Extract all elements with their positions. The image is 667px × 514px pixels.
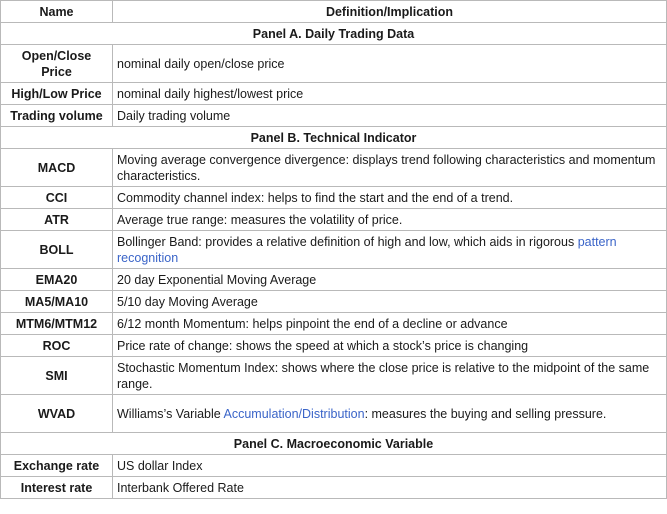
row-definition (113, 395, 667, 433)
definition-text: Williams’s Variable (117, 406, 224, 421)
table-row (1, 269, 667, 291)
table-row (1, 357, 667, 395)
accumulation-distribution-link[interactable]: Accumulation/Distribution (223, 406, 365, 421)
row-definition: Stochastic Momentum Index: shows where the close price is relative to the midpoint of the same range. (113, 357, 667, 395)
table-row (1, 395, 667, 433)
panel-b-title-row (1, 127, 667, 149)
table-row (1, 335, 667, 357)
row-name: MTM6/MTM12 (1, 313, 113, 335)
row-name: BOLL (1, 231, 113, 269)
row-definition: Average true range: measures the volatility of price. (113, 209, 667, 231)
row-definition: 6/12 month Momentum: helps pinpoint the end of a decline or advance (113, 313, 667, 335)
row-name: CCI (1, 187, 113, 209)
row-name: Trading volume (1, 105, 113, 127)
row-definition: Price rate of change: shows the speed at which a stock’s price is changing (113, 335, 667, 357)
row-definition: Daily trading volume (113, 105, 667, 127)
row-name: EMA20 (1, 269, 113, 291)
header-definition: Definition/Implication (113, 1, 667, 23)
panel-a-title: Panel A. Daily Trading Data (1, 23, 667, 45)
row-name: SMI (1, 357, 113, 395)
row-name: Exchange rate (1, 455, 113, 477)
row-name: Open/Close Price (1, 45, 113, 83)
row-definition: 20 day Exponential Moving Average (113, 269, 667, 291)
row-name: ATR (1, 209, 113, 231)
row-definition: Commodity channel index: helps to find the start and the end of a trend. (113, 187, 667, 209)
row-definition: nominal daily open/close price (113, 45, 667, 83)
table-row (1, 477, 667, 499)
panel-c-title-row (1, 433, 667, 455)
panel-b-title: Panel B. Technical Indicator (1, 127, 667, 149)
row-definition (113, 231, 667, 269)
table-row (1, 45, 667, 83)
table-row (1, 187, 667, 209)
row-name: High/Low Price (1, 83, 113, 105)
definition-text: : measures the buying and selling pressure. (364, 406, 607, 421)
row-definition: nominal daily highest/lowest price (113, 83, 667, 105)
table-row (1, 231, 667, 269)
row-name: WVAD (1, 395, 113, 433)
table-row (1, 149, 667, 187)
panel-c-title: Panel C. Macroeconomic Variable (1, 433, 667, 455)
row-name: ROC (1, 335, 113, 357)
table-row (1, 455, 667, 477)
table-row (1, 209, 667, 231)
row-name: Interest rate (1, 477, 113, 499)
row-definition: Interbank Offered Rate (113, 477, 667, 499)
row-definition: Moving average convergence divergence: displays trend following characteristics and momentum characteristics. (113, 149, 667, 187)
panel-a-title-row (1, 23, 667, 45)
table-row (1, 291, 667, 313)
header-row (1, 1, 667, 23)
row-definition: 5/10 day Moving Average (113, 291, 667, 313)
table-row (1, 83, 667, 105)
row-name: MA5/MA10 (1, 291, 113, 313)
row-definition: US dollar Index (113, 455, 667, 477)
pattern-recognition-link[interactable]: pattern recognition (117, 234, 617, 265)
definition-text: Bollinger Band: provides a relative definition of high and low, which aids in rigorous (117, 234, 578, 249)
table-row (1, 105, 667, 127)
header-name: Name (1, 1, 113, 23)
table-row (1, 313, 667, 335)
row-name: MACD (1, 149, 113, 187)
